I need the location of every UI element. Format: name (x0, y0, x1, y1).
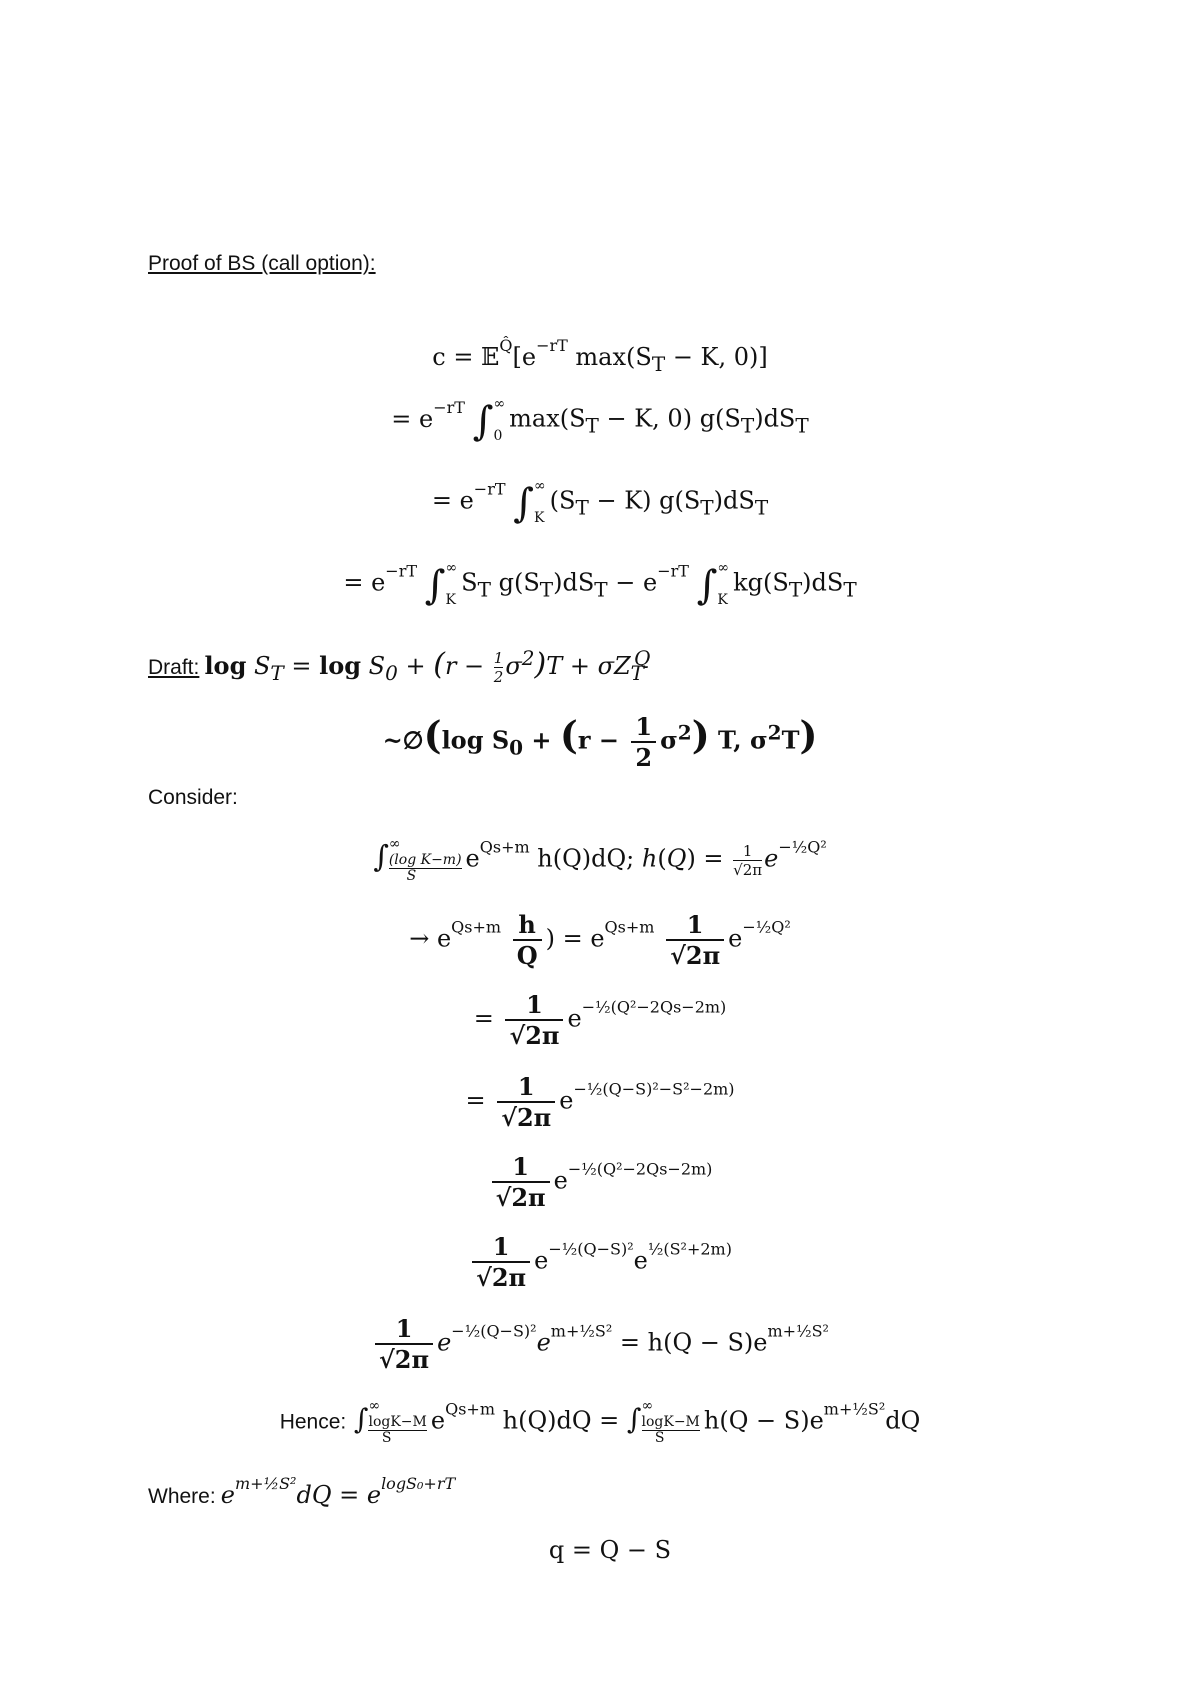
equation-step-2: = $\frac{1}{√2\pi}$ $e^{-\frac{1}{2}(Q-S)^2-S^2-2m)}$ (465, 1072, 735, 1132)
draft-line: Draft: $\log S_T = \log S_0 + (r$ − $\frac{1}{2}$ $\sigma^2)T + \sigma Z_T^Q$ (148, 646, 651, 686)
equation-integral-hq: ∫∞ (log K−m) $Se^{Qs+m}$ h(Q)dQ; h(Q) = $\frac{1}{√2\pi}$ $e^{-\frac{1}{2}Q^2}$ (373, 836, 827, 884)
equation-integral-k: = $e^{-rT}$ ∫∞ $K(S_T - K)$ $g(S_T)dS_T$ (431, 478, 769, 527)
equation-step-3: $\frac{1}{√2\pi}$ $e^{-\frac{1}{2}(Q^2-2Qs-2m)}$ (0, 1152, 1200, 1212)
eq2-prefix: = $e^{-rT}$ (391, 397, 465, 433)
where-line: Where: $e^{m+\frac{1}{2}S^2}dQ = e^{logS_0+rT}$ (148, 1474, 456, 1509)
distribution-equation: ~∅(log $S_0 + (r$ − $\frac{1}{2}$ $\sigma^2$) T, $\sigma^2T$) (382, 712, 818, 772)
equation-substitution: q = Q − S (548, 1536, 672, 1564)
equation-step-5: $\frac{1}{√2\pi}$ $e^{-\frac{1}{2}(Q-S)^2}e^{m+\frac{1}{2}S^2} = h(Q - S)e^{m+\frac{1}{2}S^2}$ (0, 1314, 1200, 1374)
hence-line: Hence: ∫∞ logK−M $Se^{Qs+m}$ h(Q)dQ = ∫∞ logK−M $Sh(Q - S)e^{m+\frac{1}{2}S^2}dQ$ (279, 1398, 921, 1446)
equation-step-1: = $\frac{1}{√2\pi}$ $e^{-\frac{1}{2}(Q^2-2Qs-2m)}$ (473, 990, 727, 1050)
equation-split: = $e^{-rT}$ ∫∞ $KS_T$ $g(S_T)dS_T - e^{-rT}$ ∫∞ $Kkg(S_T)dS_T$ (343, 560, 857, 609)
equation-expectation: $c = 𝔼^{Q̂}[e^{-rT}$ $\max(S_T - K$, 0)] (432, 336, 768, 376)
equation-integral-0: = $e^{-rT}$ ∫∞ $0\max(S_T - K$, 0) $g(S_T)dS_T$ (391, 396, 809, 445)
equation-step-4: $\frac{1}{√2\pi}$ $e^{-\frac{1}{2}(Q-S)^2}e^{\frac{1}{2}(S^2+2m)}$ (0, 1232, 1200, 1292)
equation-arrow: → $e^{Qs+m}$ $\frac{h}{Q}$ ) = $e^{Qs+m}$ $\frac{1}{√2\pi}$ $e^{-\frac{1}{2}Q^2}$ (409, 910, 791, 970)
consider-label: Consider: (148, 786, 238, 809)
page-title: Proof of BS (call option): (148, 252, 376, 275)
